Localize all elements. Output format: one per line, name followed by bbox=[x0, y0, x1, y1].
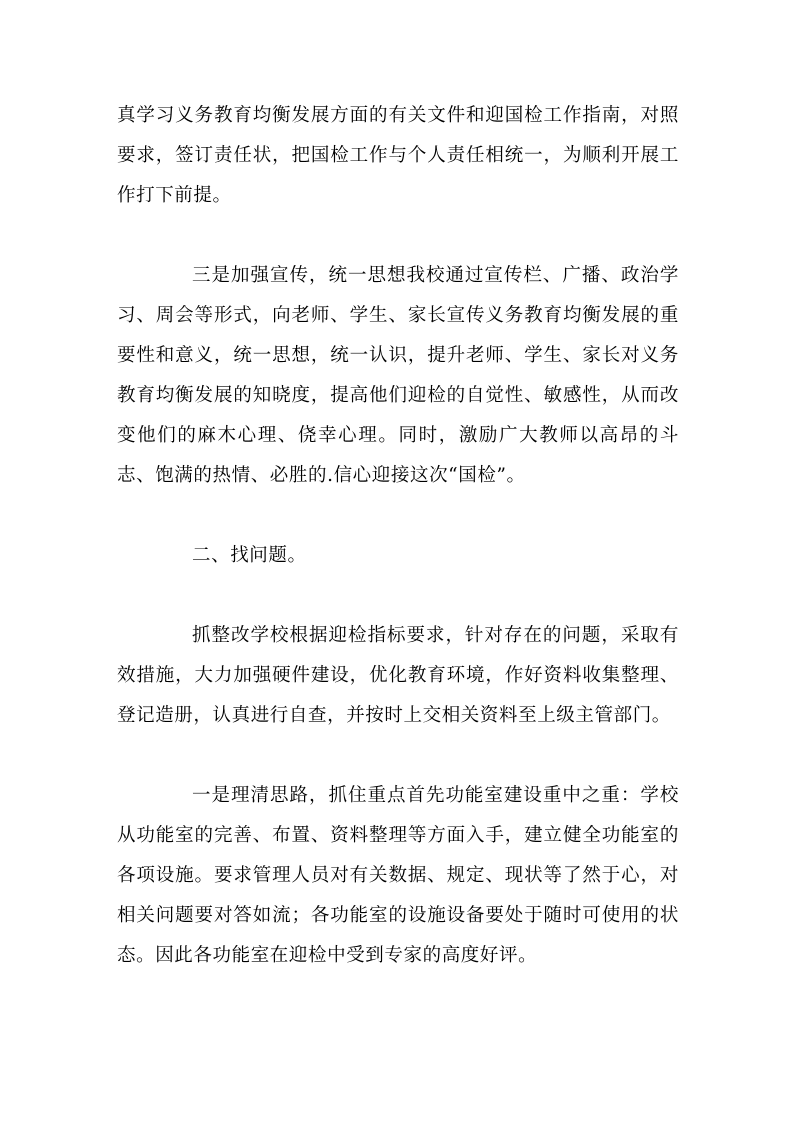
document-body bbox=[117, 96, 679, 976]
section-heading-find-problems: 二、找问题。 bbox=[192, 545, 307, 566]
paragraph-publicity: 三是加强宣传，统一思想我校通过宣传栏、广播、政治学习、周会等形式，向老师、学生、家长宣传义务教育均衡发展的重要性和意义，统一思想，统一认识，提升老师、学生、家长对义务教育均衡发展的知晓度，提高他们迎检的自觉性、敏感性，从而改变他们的麻木心理、侥幸心理。同时，激励广大教师以高昂的斗志、饱满的热情、必胜的.信心迎接这次“国检”。 bbox=[117, 265, 679, 486]
paragraph-function-rooms: 一是理清思路，抓住重点首先功能室建设重中之重：学校从功能室的完善、布置、资料整理等方面入手，建立健全功能室的各项设施。要求管理人员对有关数据、规定、现状等了然于心，对相关问题要对答如流；各功能室的设施设备要处于随时可使用的状态。因此各功能室在迎检中受到专家的高度好评。 bbox=[117, 785, 679, 966]
paragraph-rectification: 抓整改学校根据迎检指标要求，针对存在的问题，采取有效措施，大力加强硬件建设，优化教育环境，作好资料收集整理、登记造册，认真进行自查，并按时上交相关资料至上级主管部门。 bbox=[117, 625, 679, 726]
paragraph-continuation: 真学习义务教育均衡发展方面的有关文件和迎国检工作指南，对照要求，签订责任状，把国检工作与个人责任相统一，为顺利开展工作打下前提。 bbox=[117, 105, 679, 206]
